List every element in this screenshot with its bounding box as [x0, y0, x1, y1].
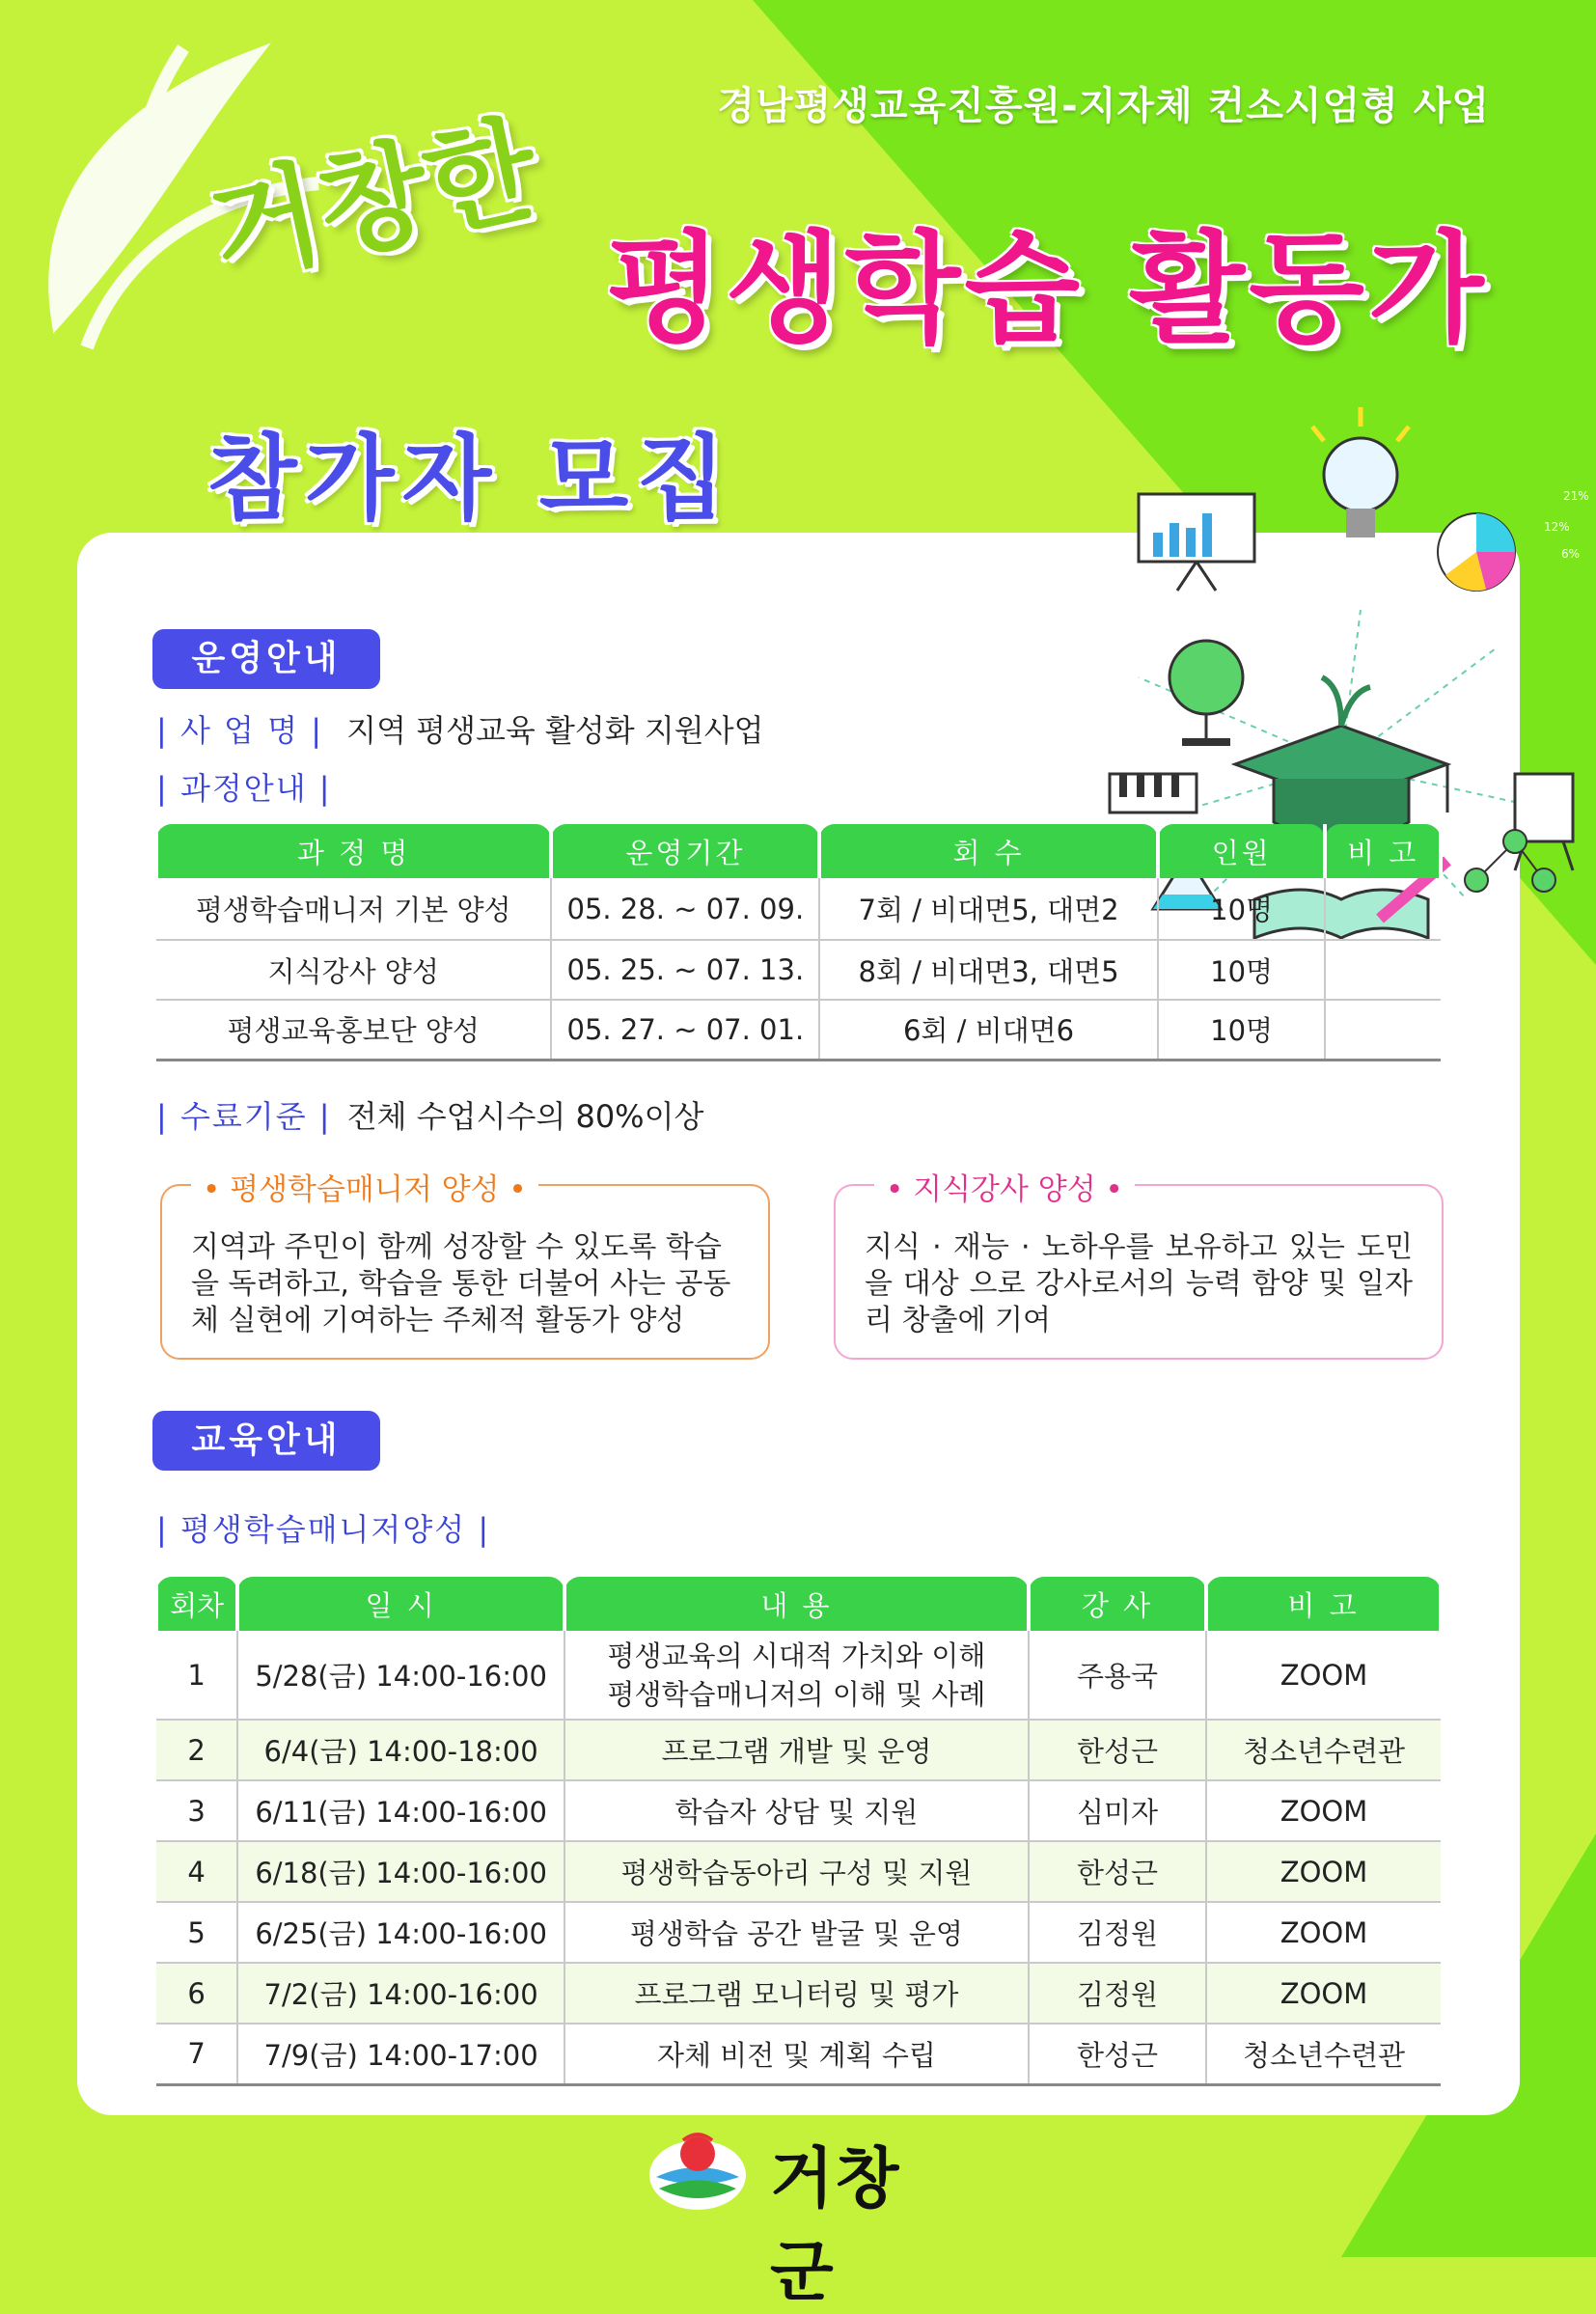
col-remark: 비 고	[1206, 1577, 1441, 1631]
geochang-logo	[645, 2119, 963, 2311]
project-subtitle: 경남평생교육진흥원-지자체 컨소시엄형 사업	[717, 84, 1490, 128]
manager-box	[160, 1172, 770, 1360]
business-line	[156, 706, 764, 751]
col-datetime: 일 시	[237, 1577, 564, 1631]
instructor-box	[834, 1172, 1444, 1360]
table-row: 평생학습매니저 기본 양성 05. 28. ~ 07. 09. 7회 / 비대면5, 대면2 10명	[156, 878, 1441, 940]
col-sessions: 회 수	[819, 824, 1157, 878]
completion-label: | 수료기준 |	[156, 1098, 332, 1135]
col-content: 내 용	[564, 1577, 1029, 1631]
course-guide-label: | 과정안내 |	[156, 770, 332, 807]
schedule-table	[154, 1577, 1443, 2086]
easel-icon	[1515, 774, 1573, 870]
completion-value: 전체 수업시수의 80%이상	[346, 1098, 704, 1135]
manager-course-label: | 평생학습매니저양성 |	[156, 1511, 491, 1548]
manager-box-text: 지역과 주민이 함께 성장할 수 있도록 학습을 독려하고, 학습을 통한 더불어 사는 공동체 실현에 기여하는 주체적 활동가 양성	[191, 1230, 731, 1337]
section-operation-label: 운영안내	[152, 629, 380, 689]
pie-label-12: 12%	[1544, 520, 1570, 534]
chart-board-icon	[1139, 494, 1254, 591]
page-title: 평생학습 활동가	[606, 220, 1488, 359]
pie-chart-icon	[1438, 489, 1589, 591]
logo-text: 거창군	[770, 2141, 901, 2311]
table-row: 평생교육홍보단 양성 05. 27. ~ 07. 01. 6회 / 비대면6 10명	[156, 1000, 1441, 1060]
table-row: 6 7/2(금) 14:00-16:00 프로그램 모니터링 및 평가 김정원 ZOOM	[156, 1963, 1441, 2024]
instructor-box-text: 지식 · 재능 · 노하우를 보유하고 있는 도민을 대상 으로 강사로서의 능력 함양 및 일자리 창출에 기여	[865, 1230, 1413, 1337]
table-row: 3 6/11(금) 14:00-16:00 학습자 상담 및 지원 심미자 ZOOM	[156, 1780, 1441, 1841]
business-value: 지역 평생교육 활성화 지원사업	[346, 712, 764, 749]
pie-label-6: 6%	[1561, 547, 1581, 561]
course-table	[154, 824, 1443, 1061]
title-sub: 거창한	[198, 100, 549, 300]
manager-box-title: • 평생학습매니저 양성 •	[191, 1165, 538, 1208]
section-education-label: 교육안내	[152, 1411, 380, 1471]
recruit-title: 참가자 모집	[207, 425, 734, 533]
instructor-box-title: • 지식강사 양성 •	[874, 1165, 1135, 1208]
col-note: 비 고	[1325, 824, 1441, 878]
table-row: 2 6/4(금) 14:00-18:00 프로그램 개발 및 운영 한성근 청소년수련관	[156, 1720, 1441, 1780]
piano-icon	[1110, 774, 1197, 813]
col-session: 회차	[156, 1577, 237, 1631]
logo-emblem-icon	[645, 2119, 751, 2216]
table-row: 5 6/25(금) 14:00-16:00 평생학습 공간 발굴 및 운영 김정원 ZOOM	[156, 1902, 1441, 1963]
content-card	[77, 489, 1589, 2115]
col-period: 운영기간	[551, 824, 819, 878]
col-instructor: 강 사	[1029, 1577, 1206, 1631]
table-row: 7 7/9(금) 14:00-17:00 자체 비전 및 계획 수립 한성근 청소년수련관	[156, 2024, 1441, 2084]
col-people: 인원	[1158, 824, 1326, 878]
table-row: 지식강사 양성 05. 25. ~ 07. 13. 8회 / 비대면3, 대면5 10명	[156, 940, 1441, 1000]
lightbulb-icon	[1312, 407, 1409, 537]
col-course-name: 과 정 명	[156, 824, 551, 878]
business-label: | 사 업 명 |	[156, 712, 323, 749]
table-row: 4 6/18(금) 14:00-16:00 평생학습동아리 구성 및 지원 한성근 ZOOM	[156, 1841, 1441, 1902]
globe-icon	[1169, 641, 1243, 746]
completion-line	[156, 1092, 703, 1137]
pie-label-21: 21%	[1563, 489, 1589, 503]
table-row: 1 5/28(금) 14:00-16:00 평생교육의 시대적 가치와 이해 평생학습매니저의 이해 및 사례 주용국 ZOOM	[156, 1631, 1441, 1720]
graduation-cap-icon	[1235, 677, 1447, 841]
